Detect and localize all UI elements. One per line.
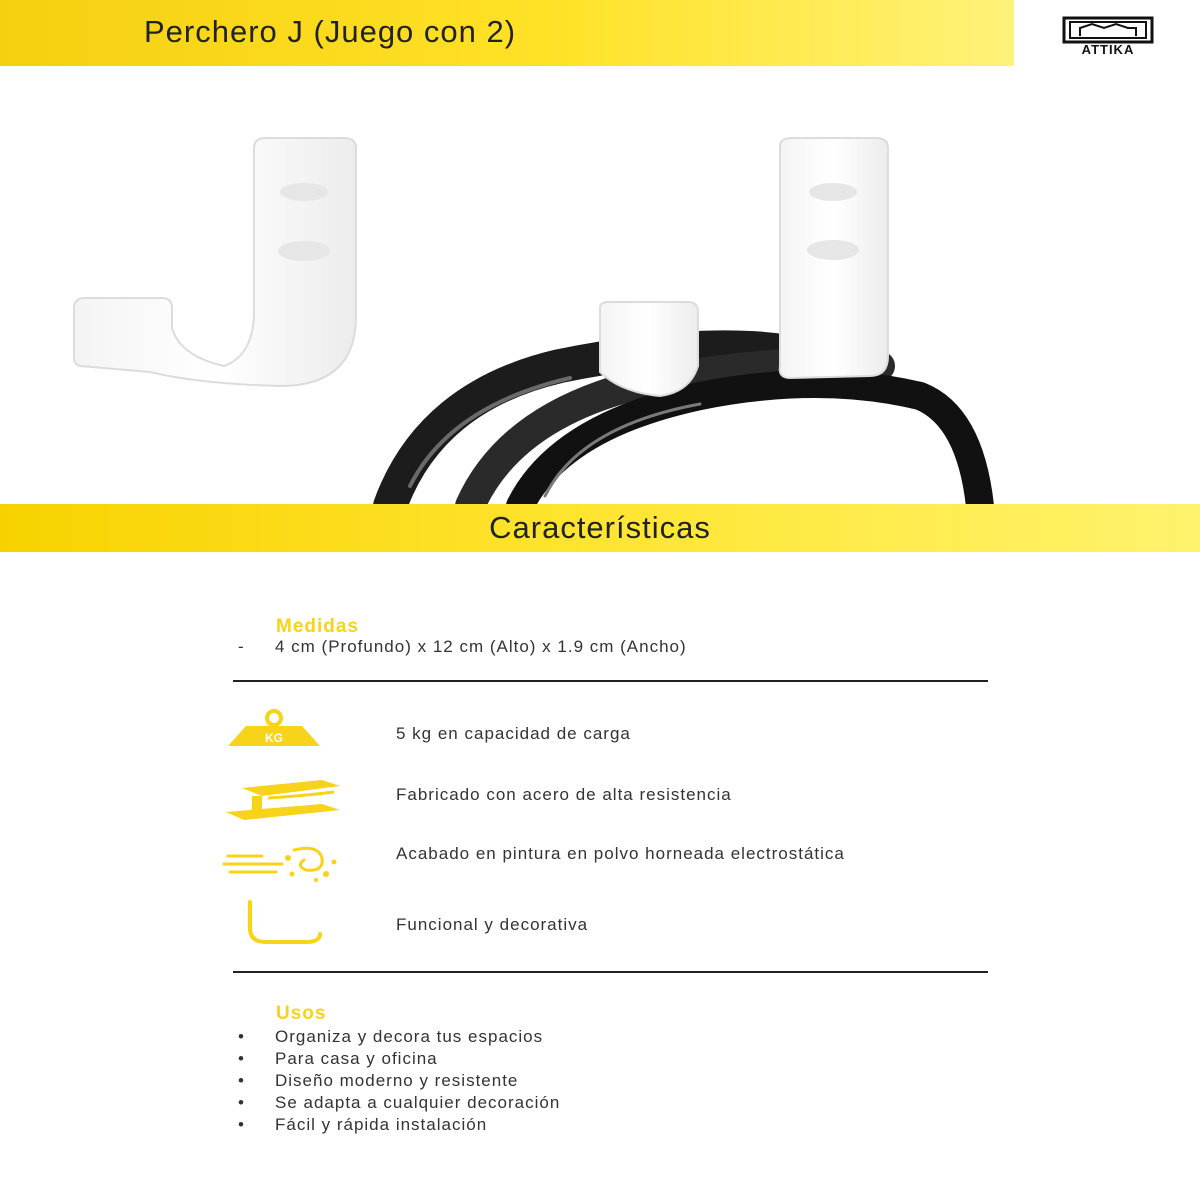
title-band [0, 0, 1014, 66]
weight-icon-label: KG [265, 731, 283, 745]
usos-item-text: Para casa y oficina [275, 1049, 438, 1068]
usos-item-text: Diseño moderno y resistente [275, 1071, 519, 1090]
divider [233, 680, 988, 682]
hook-photo-illustration [0, 66, 1200, 506]
medidas-item [238, 637, 687, 657]
feature-load-capacity: 5 kg en capacidad de carga [396, 724, 631, 743]
usos-item [238, 1049, 438, 1069]
usos-item [238, 1027, 543, 1047]
steel-beam-icon [222, 774, 342, 826]
attika-logo [1060, 16, 1156, 58]
bullet-dot: • [238, 1071, 245, 1090]
feature-decorative: Funcional y decorativa [396, 915, 589, 934]
logo-text: ATTIKA [1081, 42, 1135, 57]
features-band [0, 504, 1200, 552]
usos-item-text: Organiza y decora tus espacios [275, 1027, 544, 1046]
j-hook-icon [222, 896, 342, 948]
usos-item-text: Fácil y rápida instalación [275, 1115, 488, 1134]
dash-bullet: - [238, 637, 245, 656]
bullet-dot: • [238, 1115, 245, 1134]
usos-item [238, 1093, 560, 1113]
usos-item [238, 1071, 518, 1091]
powder-coat-icon [222, 840, 342, 892]
usos-item-text: Se adapta a cualquier decoración [275, 1093, 561, 1112]
bullet-dot: • [238, 1027, 245, 1046]
medidas-value: 4 cm (Profundo) x 12 cm (Alto) x 1.9 cm (Ancho) [275, 637, 687, 656]
usos-heading: Usos [276, 1003, 327, 1024]
page-title: Perchero J (Juego con 2) [144, 14, 517, 49]
weight-icon [222, 708, 342, 760]
feature-steel: Fabricado con acero de alta resistencia [396, 785, 732, 804]
bullet-dot: • [238, 1093, 245, 1112]
product-photo [0, 66, 1200, 506]
features-title: Características [489, 510, 711, 545]
medidas-heading: Medidas [276, 616, 360, 637]
usos-item [238, 1115, 487, 1135]
bullet-dot: • [238, 1049, 245, 1068]
feature-finish: Acabado en pintura en polvo horneada electrostática [396, 844, 845, 863]
divider [233, 971, 988, 973]
left-hook [74, 138, 356, 386]
